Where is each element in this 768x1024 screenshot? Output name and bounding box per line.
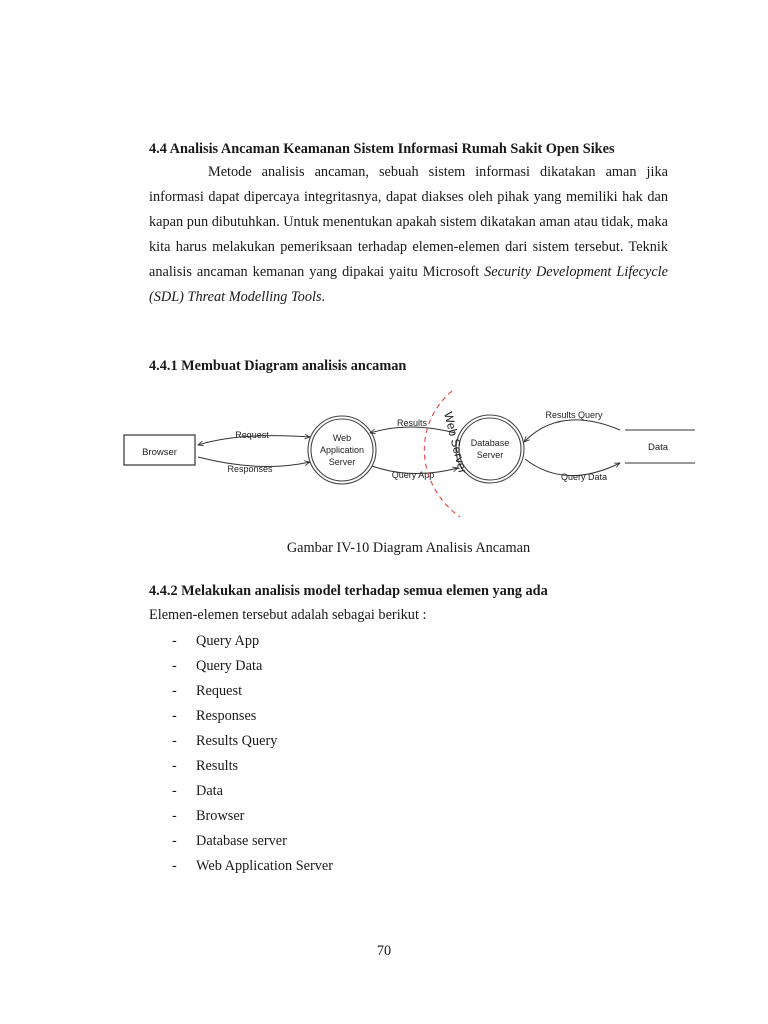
list-item-text: Web Application Server (196, 858, 334, 874)
query-data-label: Query Data (560, 472, 608, 482)
list-item-text: Results Query (196, 733, 278, 749)
section-heading: 4.4 Analisis Ancaman Keamanan Sistem Informasi Rumah Sakit Open Sikes (149, 141, 615, 157)
web-app-server-label-3: Server (328, 457, 356, 467)
list-dash: - (172, 658, 177, 674)
list-item-text: Data (196, 783, 223, 799)
data-store-label: Data (647, 442, 669, 453)
list-dash: - (172, 783, 177, 799)
paragraph-end: . (321, 289, 326, 305)
list-item (172, 705, 333, 730)
list-item-text: Query App (196, 633, 260, 649)
list-item (172, 655, 333, 680)
list-dash: - (172, 858, 177, 874)
query-app-label: Query App (391, 470, 435, 480)
list-dash: - (172, 708, 177, 724)
section-paragraph (149, 160, 668, 310)
element-list (172, 630, 333, 880)
list-item (172, 680, 333, 705)
web-app-server-label-1: Web (332, 433, 352, 443)
results-label: Results (396, 418, 428, 428)
web-app-server-process (308, 416, 376, 484)
list-item-text: Results (196, 758, 239, 774)
list-item (172, 855, 333, 880)
request-label: Request (235, 430, 269, 440)
database-server-process (456, 415, 524, 483)
figure-caption: Gambar IV-10 Diagram Analisis Ancaman (286, 540, 531, 556)
list-item-text: Request (196, 683, 243, 699)
trust-boundary-label: Web Server (441, 410, 470, 475)
list-item-text: Responses (196, 708, 257, 724)
database-server-label-1: Database (470, 438, 510, 448)
results-query-flow (524, 420, 620, 442)
list-dash: - (172, 733, 177, 749)
list-dash: - (172, 808, 177, 824)
list-item-text: Database server (196, 833, 287, 849)
paragraph-italic: Security Development Lifecycle (SDL) Threat Modelling Tools (149, 264, 668, 305)
list-item-text: Browser (196, 808, 245, 824)
subsection-heading-analysis: 4.4.2 Melakukan analisis model terhadap semua elemen yang ada (149, 583, 548, 599)
list-dash: - (172, 758, 177, 774)
list-item (172, 630, 333, 655)
responses-label: Responses (227, 464, 273, 474)
list-item (172, 730, 333, 755)
threat-model-diagram (120, 385, 700, 520)
data-store (625, 430, 695, 463)
subsection-heading-diagram: 4.4.1 Membuat Diagram analisis ancaman (149, 358, 407, 374)
list-dash: - (172, 633, 177, 649)
web-app-server-label-2: Application (319, 445, 365, 455)
list-dash: - (172, 833, 177, 849)
paragraph-text: Metode analisis ancaman, sebuah sistem informasi dikatakan aman jika informasi dapat dipercaya integritasnya, dapat diakses oleh pihak yang memiliki hak dan kapan pun dibutuhkan. Untuk menentukan apakah sistem dikatakan aman atau tidak, maka kita harus melakukan pemeriksaan terhadap elemen-elemen dari sistem tersebut. Teknik analisis ancaman kemanan yang dipakai yaitu Microsoft (149, 164, 668, 280)
list-dash: - (172, 683, 177, 699)
list-item (172, 805, 333, 830)
list-item (172, 830, 333, 855)
page-number: 70 (376, 943, 392, 959)
list-item (172, 755, 333, 780)
results-query-label: Results Query (545, 410, 603, 420)
list-item (172, 780, 333, 805)
browser-label: Browser (142, 447, 177, 458)
database-server-label-2: Server (476, 450, 504, 460)
elements-intro: Elemen-elemen tersebut adalah sebagai berikut : (149, 607, 427, 623)
list-item-text: Query Data (196, 658, 263, 674)
